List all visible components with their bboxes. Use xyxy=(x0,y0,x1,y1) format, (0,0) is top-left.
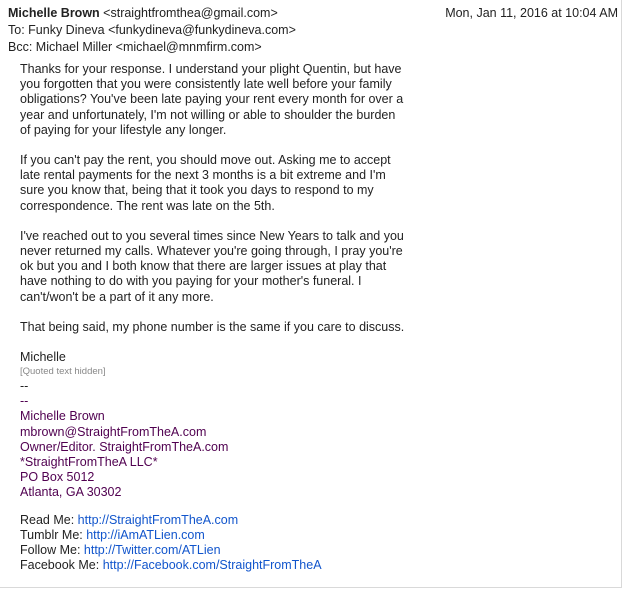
facebook-link[interactable]: http://Facebook.com/StraightFromTheA xyxy=(102,558,322,573)
signature-company: *StraightFromTheA LLC* xyxy=(20,455,158,470)
signature-city: Atlanta, GA 30302 xyxy=(20,485,122,500)
bcc-label: Bcc: xyxy=(8,40,33,54)
signature-email: mbrown@StraightFromTheA.com xyxy=(20,424,207,439)
twitter-link[interactable]: http://Twitter.com/ATLien xyxy=(83,543,221,558)
email-body xyxy=(20,62,610,573)
body-paragraph-1: Thanks for your response. I understand your plight Quentin, but have you forgotten that you were consistently late well before your family obligations? You've been late paying your rent every month for over a year and unfortunately, I'm not willing or able to shoulder the burden of paying for your lifestyle any longer. xyxy=(20,62,404,137)
bcc-recipient: Michael Miller <michael@mnmfirm.com> xyxy=(35,40,262,54)
message-date: Mon, Jan 11, 2016 at 10:04 AM xyxy=(445,6,618,20)
tumblr-link[interactable]: http://iAmATLien.com xyxy=(86,527,205,542)
signature-dash: -- xyxy=(20,394,29,409)
link-row-tumblr xyxy=(20,528,610,543)
link-row-facebook xyxy=(20,558,610,573)
signature-links xyxy=(20,513,610,574)
link-row-read xyxy=(20,513,610,528)
link-label: Read Me: xyxy=(20,512,78,527)
website-link[interactable]: http://StraightFromTheA.com xyxy=(77,512,239,527)
body-paragraph-3: I've reached out to you several times since New Years to talk and you never returned my calls. Whatever you're going through, I pray you're ok but you and I both know that there are larger issues at play that have nothing to do with you paying for your mother's funeral. I can't/won't be a part of it any more. xyxy=(20,228,404,304)
link-label: Tumblr Me: xyxy=(20,527,87,542)
closing-name: Michelle xyxy=(20,350,66,365)
bcc-row xyxy=(8,39,618,56)
link-row-twitter xyxy=(20,543,610,558)
to-recipient: Funky Dineva <funkydineva@funkydineva.com> xyxy=(28,23,296,37)
body-paragraph-2: If you can't pay the rent, you should move out. Asking me to accept late rental payments for the next 3 months is a bit extreme and I'm sure you know that, being that it took you days to respond to my correspondence. The rent was late on the 5th. xyxy=(20,153,391,213)
signature-title: Owner/Editor. StraightFromTheA.com xyxy=(20,439,229,454)
signature-po-box: PO Box 5012 xyxy=(20,470,95,485)
quoted-text-toggle[interactable]: [Quoted text hidden] xyxy=(20,366,106,378)
signature-name: Michelle Brown xyxy=(20,409,105,424)
body-paragraph-4: That being said, my phone number is the same if you care to discuss. xyxy=(20,319,405,334)
sender-name[interactable]: Michelle Brown xyxy=(8,6,100,20)
sender-email: <straightfromthea@gmail.com> xyxy=(103,6,278,20)
signature-block xyxy=(20,409,610,500)
to-row xyxy=(8,22,618,39)
link-label: Facebook Me: xyxy=(20,558,103,573)
link-label: Follow Me: xyxy=(20,543,84,558)
to-label: To: xyxy=(8,23,25,37)
separator-dash: -- xyxy=(20,379,29,394)
email-header xyxy=(8,5,618,56)
